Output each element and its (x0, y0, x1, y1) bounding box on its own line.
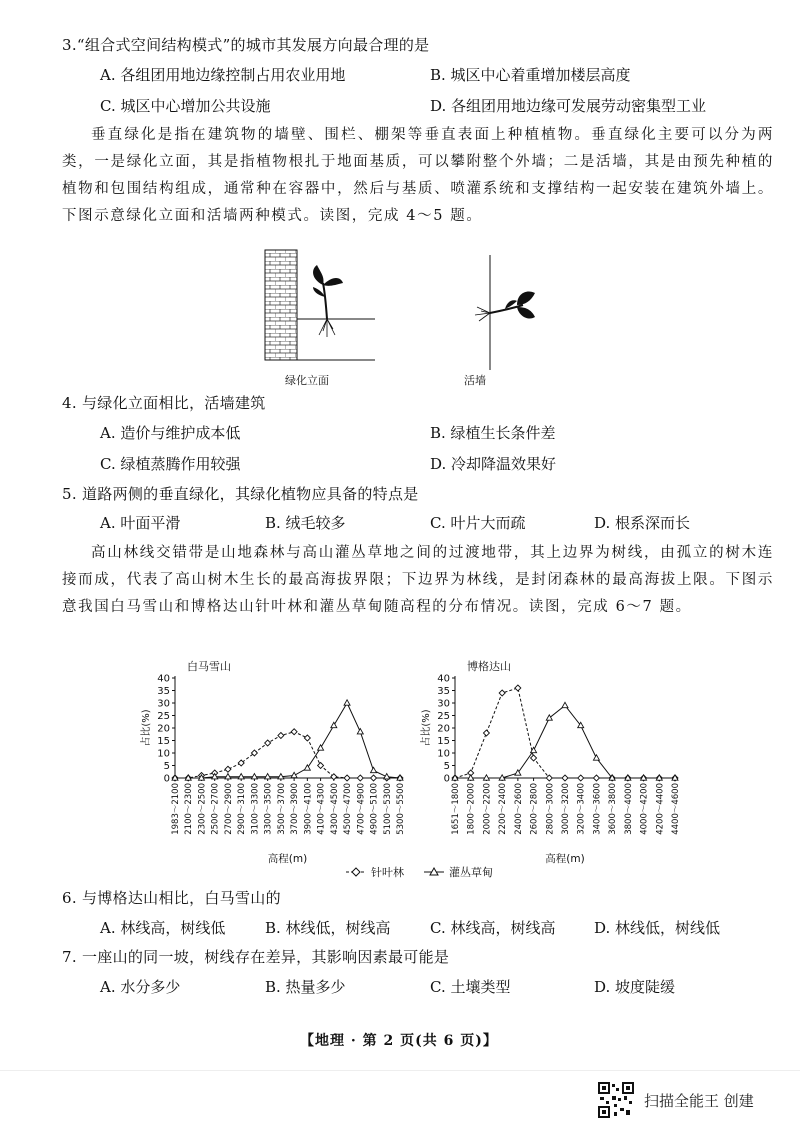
q3-option-a: A. 各组团用地边缘控制占用农业用地 (100, 66, 346, 84)
point-conifer (531, 755, 537, 761)
x-tick-label: 2500～2700 (210, 783, 221, 835)
point-shrub (251, 774, 257, 779)
q7-option-a: A. 水分多少 (100, 978, 181, 996)
q7-option-c: C. 土壤类型 (430, 978, 511, 996)
point-shrub (238, 774, 244, 779)
point-conifer (483, 730, 489, 736)
q6-option-c: C. 林线高，树线高 (430, 919, 556, 937)
y-tick-label: 35 (157, 686, 170, 697)
caption-living-wall: 活墙 (464, 374, 486, 387)
x-axis-label: 高程(m) (545, 853, 585, 865)
y-tick-label: 40 (157, 673, 170, 685)
legend-conifer-marker-icon (345, 866, 367, 878)
x-tick-label: 4400～4600 (671, 783, 681, 835)
chart-panel-2 (419, 659, 681, 865)
q7-stem: 7. 一座山的同一坡，树线存在差异，其影响因素最可能是 (62, 948, 450, 966)
q4-stem: 4. 与绿化立面相比，活墙建筑 (62, 394, 266, 412)
q3-option-c: C. 城区中心增加公共设施 (100, 97, 271, 115)
series-line-conifer (175, 732, 400, 778)
x-tick-label: 1800～2000 (466, 783, 477, 835)
x-tick-label: 3400～3600 (592, 783, 603, 835)
y-tick-label: 0 (163, 773, 170, 785)
q6-stem: 6. 与博格达山相比，白马雪山的 (62, 889, 281, 907)
page-footer: 【地理 · 第 2 页(共 6 页)】 (300, 1033, 498, 1049)
x-tick-label: 4500～4700 (343, 783, 354, 835)
point-shrub (371, 767, 377, 772)
x-tick-label: 3000～3200 (561, 783, 571, 835)
point-conifer (562, 775, 568, 781)
q5-option-a: A. 叶面平滑 (100, 514, 181, 532)
point-conifer (304, 735, 310, 741)
point-conifer (499, 690, 505, 696)
x-tick-label: 4100～4300 (316, 783, 327, 835)
q6-option-d: D. 林线低，树线低 (594, 919, 721, 937)
q4-option-c: C. 绿植蒸腾作用较强 (100, 455, 241, 473)
point-shrub (546, 715, 552, 720)
chart-title: 博格达山 (467, 660, 511, 673)
q4-option-b: B. 绿植生长条件差 (430, 424, 556, 442)
chart-panel-1 (140, 660, 406, 865)
y-tick-label: 25 (157, 711, 170, 722)
q4-option-a: A. 造价与维护成本低 (100, 424, 241, 442)
x-tick-label: 4200～4400 (655, 783, 666, 835)
point-conifer (278, 733, 284, 739)
x-tick-label: 2700～2900 (223, 783, 234, 835)
point-shrub (225, 774, 231, 779)
q5-option-b: B. 绒毛较多 (265, 514, 346, 532)
x-tick-label: 5300～5500 (396, 783, 406, 835)
point-shrub (562, 702, 568, 707)
y-tick-label: 5 (443, 761, 450, 772)
x-tick-label: 2400～2600 (513, 783, 524, 835)
x-tick-label: 4700～4900 (356, 783, 367, 835)
series-line-shrub (455, 706, 675, 779)
point-conifer (578, 775, 584, 781)
point-conifer (357, 775, 363, 781)
y-tick-label: 30 (437, 698, 450, 710)
q5-option-c: C. 叶片大而疏 (430, 514, 526, 532)
x-tick-label: 3900～4100 (303, 783, 314, 835)
q5-option-d: D. 根系深而长 (594, 514, 691, 532)
x-tick-label: 3800～4000 (623, 783, 634, 835)
point-conifer (291, 729, 297, 735)
point-shrub (331, 722, 337, 727)
x-tick-label: 3500～3700 (276, 783, 287, 835)
legend-shrub-marker-icon (423, 866, 445, 878)
q4-option-d: D. 冷却降温效果好 (430, 455, 557, 473)
x-tick-label: 4000～4200 (639, 783, 650, 835)
x-tick-label: 2300～2500 (197, 783, 208, 835)
footer-divider (0, 1070, 800, 1071)
y-tick-label: 40 (437, 673, 450, 685)
point-conifer (593, 775, 599, 781)
q6-option-a: A. 林线高，树线低 (100, 919, 226, 937)
q6-option-b: B. 林线低，树线高 (265, 919, 391, 937)
point-conifer (344, 775, 350, 781)
point-conifer (318, 763, 324, 769)
q7-option-d: D. 坡度陡缓 (594, 978, 676, 996)
x-tick-label: 2600～2800 (529, 783, 540, 835)
y-tick-label: 10 (157, 748, 170, 760)
passage-treeline: 高山林线交错带是山地森林与高山灌丛草地之间的过渡地带，其上边界为树线，由孤立的树木连接而成，代表了高山树木生长的最高海拔界限；下边界为林线，是封闭森林的最高海拔上限。下图示意我国白马雪山和博格达山针叶林和灌丛草甸随高程的分布情况。读图，完成 6～7 题。 (62, 545, 774, 615)
point-shrub (265, 774, 271, 779)
y-tick-label: 0 (443, 773, 450, 785)
point-conifer (265, 740, 271, 746)
x-tick-label: 3600～3800 (608, 783, 619, 835)
point-conifer (546, 775, 552, 781)
x-tick-label: 2000～2200 (482, 783, 493, 835)
y-tick-label: 20 (157, 723, 170, 735)
scanner-watermark: 扫描全能王 创建 (644, 1092, 754, 1110)
passage-vertical-greening: 垂直绿化是指在建筑物的墙壁、围栏、棚架等垂直表面上种植植物。垂直绿化主要可以分为两类，一是绿化立面，其是指植物根扎于地面基质，可以攀附整个外墙；二是活墙，其是由预先种植的植物和包围结构组成，通常种在容器中，然后与基质、喷灌系统和支撑结构一起安装在建筑外墙上。下图示意绿化立面和活墙两种模式。读图，完成 4～5 题。 (62, 127, 774, 224)
x-tick-label: 5100～5300 (382, 783, 393, 835)
caption-green-facade: 绿化立面 (285, 374, 329, 387)
x-tick-label: 2800～3000 (545, 783, 556, 835)
x-tick-label: 4300～4500 (329, 783, 340, 835)
point-shrub (593, 755, 599, 760)
x-axis-label: 高程(m) (267, 853, 308, 865)
x-tick-label: 2200～2400 (498, 783, 509, 835)
qr-code-icon (598, 1082, 634, 1118)
x-tick-label: 3200～3400 (576, 783, 587, 835)
chart-title: 白马雪山 (187, 660, 231, 673)
series-line-shrub (175, 703, 400, 778)
q3-option-d: D. 各组团用地边缘可发展劳动密集型工业 (430, 97, 707, 115)
point-conifer (371, 775, 377, 781)
living-wall-diagram (475, 255, 535, 370)
q3-option-b: B. 城区中心着重增加楼层高度 (430, 66, 631, 84)
q7-option-b: B. 热量多少 (265, 978, 346, 996)
point-conifer (225, 766, 231, 772)
green-facade-diagram (265, 250, 375, 360)
x-tick-label: 4900～5100 (369, 783, 380, 835)
point-shrub (357, 729, 363, 734)
y-tick-label: 15 (157, 736, 170, 747)
y-tick-label: 35 (437, 686, 450, 697)
x-tick-label: 2900～3100 (237, 783, 248, 835)
point-shrub (344, 700, 350, 705)
point-shrub (318, 745, 324, 750)
figure-green-facade-living-wall (255, 245, 535, 385)
y-tick-label: 5 (163, 761, 170, 772)
y-axis-label: 占比(%) (141, 709, 152, 747)
y-axis-label: 占比(%) (421, 709, 432, 747)
q3-stem: 3.“组合式空间结构模式”的城市其发展方向最合理的是 (62, 36, 430, 54)
elevation-distribution-charts (140, 650, 700, 885)
point-shrub (291, 772, 297, 777)
x-tick-label: 2100～2300 (184, 783, 195, 835)
x-tick-label: 3300～3500 (263, 783, 274, 835)
x-tick-label: 1651～1800 (451, 783, 461, 835)
y-tick-label: 20 (437, 723, 450, 735)
x-tick-label: 3100～3300 (250, 783, 261, 835)
legend-shrub-label: 灌丛草甸 (449, 866, 493, 879)
y-tick-label: 10 (437, 748, 450, 760)
y-tick-label: 30 (157, 698, 170, 710)
chart-legend (345, 864, 545, 880)
legend-conifer-label: 针叶林 (371, 866, 404, 879)
y-tick-label: 25 (437, 711, 450, 722)
x-tick-label: 1983～2100 (171, 783, 181, 835)
y-tick-label: 15 (437, 736, 450, 747)
point-conifer (515, 685, 521, 691)
x-tick-label: 3700～3900 (290, 783, 301, 835)
q5-stem: 5. 道路两侧的垂直绿化，其绿化植物应具备的特点是 (62, 485, 419, 503)
